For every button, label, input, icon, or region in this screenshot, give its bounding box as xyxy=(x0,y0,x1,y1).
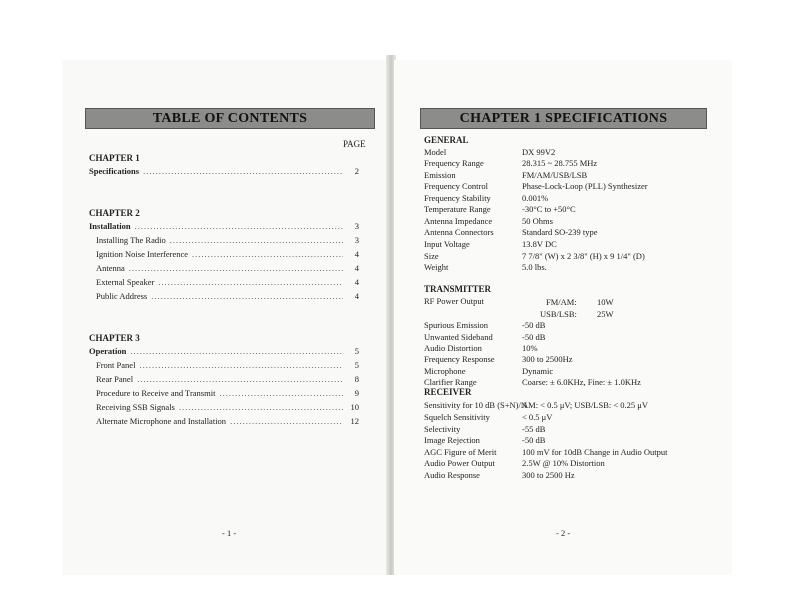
spec-row: Antenna Connectors Standard SO-239 type xyxy=(424,227,598,237)
spec-row: Frequency Range 28.315 ~ 28.755 MHz xyxy=(424,158,598,168)
toc-entry[interactable]: Rear Panel ..... 8 xyxy=(96,374,359,386)
toc-title: TABLE OF CONTENTS xyxy=(85,108,375,129)
toc-entry[interactable]: Receiving SSB Signals ..... 10 xyxy=(96,402,359,414)
spec-row: Antenna Impedance 50 Ohms xyxy=(424,216,553,226)
general-heading: GENERAL xyxy=(424,135,469,145)
spec-row: Unwanted Sideband -50 dB xyxy=(424,332,546,342)
specifications-title: CHAPTER 1 SPECIFICATIONS xyxy=(420,108,707,129)
spec-row: Frequency Response 300 to 2500Hz xyxy=(424,354,573,364)
spec-row: Audio Response 300 to 2500 Hz xyxy=(424,470,575,480)
spec-row-rf-power: RF Power Output xyxy=(424,296,484,306)
chapter-3-heading: CHAPTER 3 xyxy=(89,333,140,343)
toc-entry[interactable]: Front Panel ..... 5 xyxy=(96,360,359,372)
spec-row: Squelch Sensitivity < 0.5 μV xyxy=(424,412,553,422)
spec-row: Image Rejection -50 dB xyxy=(424,435,546,445)
transmitter-heading: TRANSMITTER xyxy=(424,284,492,294)
toc-entry[interactable]: Installing The Radio ..... 3 xyxy=(96,235,359,247)
rf-ssb-value: 25W xyxy=(597,309,614,319)
toc-entry[interactable]: Public Address ..... 4 xyxy=(96,291,359,303)
spec-row: Weight 5.0 lbs. xyxy=(424,262,547,272)
toc-entry[interactable]: Installation ..... 3 xyxy=(89,221,359,233)
receiver-heading: RECEIVER xyxy=(424,387,472,397)
spec-row: Model DX 99V2 xyxy=(424,147,556,157)
spec-row: Microphone Dynamic xyxy=(424,366,554,376)
chapter-1-heading: CHAPTER 1 xyxy=(89,153,140,163)
chapter-2-heading: CHAPTER 2 xyxy=(89,208,140,218)
spec-row: Spurious Emission -50 dB xyxy=(424,320,546,330)
spec-row: Sensitivity for 10 dB (S+N)/N AM: < 0.5 μV; USB/LSB: < 0.25 μV xyxy=(424,400,648,410)
spec-row: Clarifier Range Coarse: ± 6.0KHz, Fine: ± 1.0KHz xyxy=(424,377,641,387)
rf-ssb-label: USB/LSB: xyxy=(540,309,577,319)
toc-page-column-header: PAGE xyxy=(343,139,366,149)
rf-fmam-value: 10W xyxy=(597,297,614,307)
page-number-right: - 2 - xyxy=(556,528,571,538)
spec-row: Emission FM/AM/USB/LSB xyxy=(424,170,588,180)
toc-entry[interactable]: Ignition Noise Interference ..... 4 xyxy=(96,249,359,261)
toc-entry[interactable]: Alternate Microphone and Installation ..... 12 xyxy=(96,416,359,428)
spec-row: Audio Distortion 10% xyxy=(424,343,538,353)
rf-fmam-label: FM/AM: xyxy=(546,297,577,307)
spec-row: Temperature Range -30°C to +50°C xyxy=(424,204,576,214)
page-number-left: - 1 - xyxy=(222,528,237,538)
toc-entry[interactable]: External Speaker ..... 4 xyxy=(96,277,359,289)
toc-entry[interactable]: Operation ..... 5 xyxy=(89,346,359,358)
spec-row: Frequency Control Phase-Lock-Loop (PLL) Synthesizer xyxy=(424,181,648,191)
toc-entry[interactable]: Specifications ..... 2 xyxy=(89,166,359,178)
toc-entry[interactable]: Antenna ..... 4 xyxy=(96,263,359,275)
spec-row: Audio Power Output 2.5W @ 10% Distortion xyxy=(424,458,605,468)
left-page xyxy=(62,60,389,575)
spec-row: Input Voltage 13.8V DC xyxy=(424,239,557,249)
spec-row: AGC Figure of Merit 100 mV for 10dB Change in Audio Output xyxy=(424,447,668,457)
spec-row: Frequency Stability 0.001% xyxy=(424,193,549,203)
spec-row: Selectivity -55 dB xyxy=(424,424,546,434)
toc-entry[interactable]: Procedure to Receive and Transmit ..... 9 xyxy=(96,388,359,400)
spec-row: Size 7 7/8" (W) x 2 3/8" (H) x 9 1/4" (D) xyxy=(424,251,645,261)
